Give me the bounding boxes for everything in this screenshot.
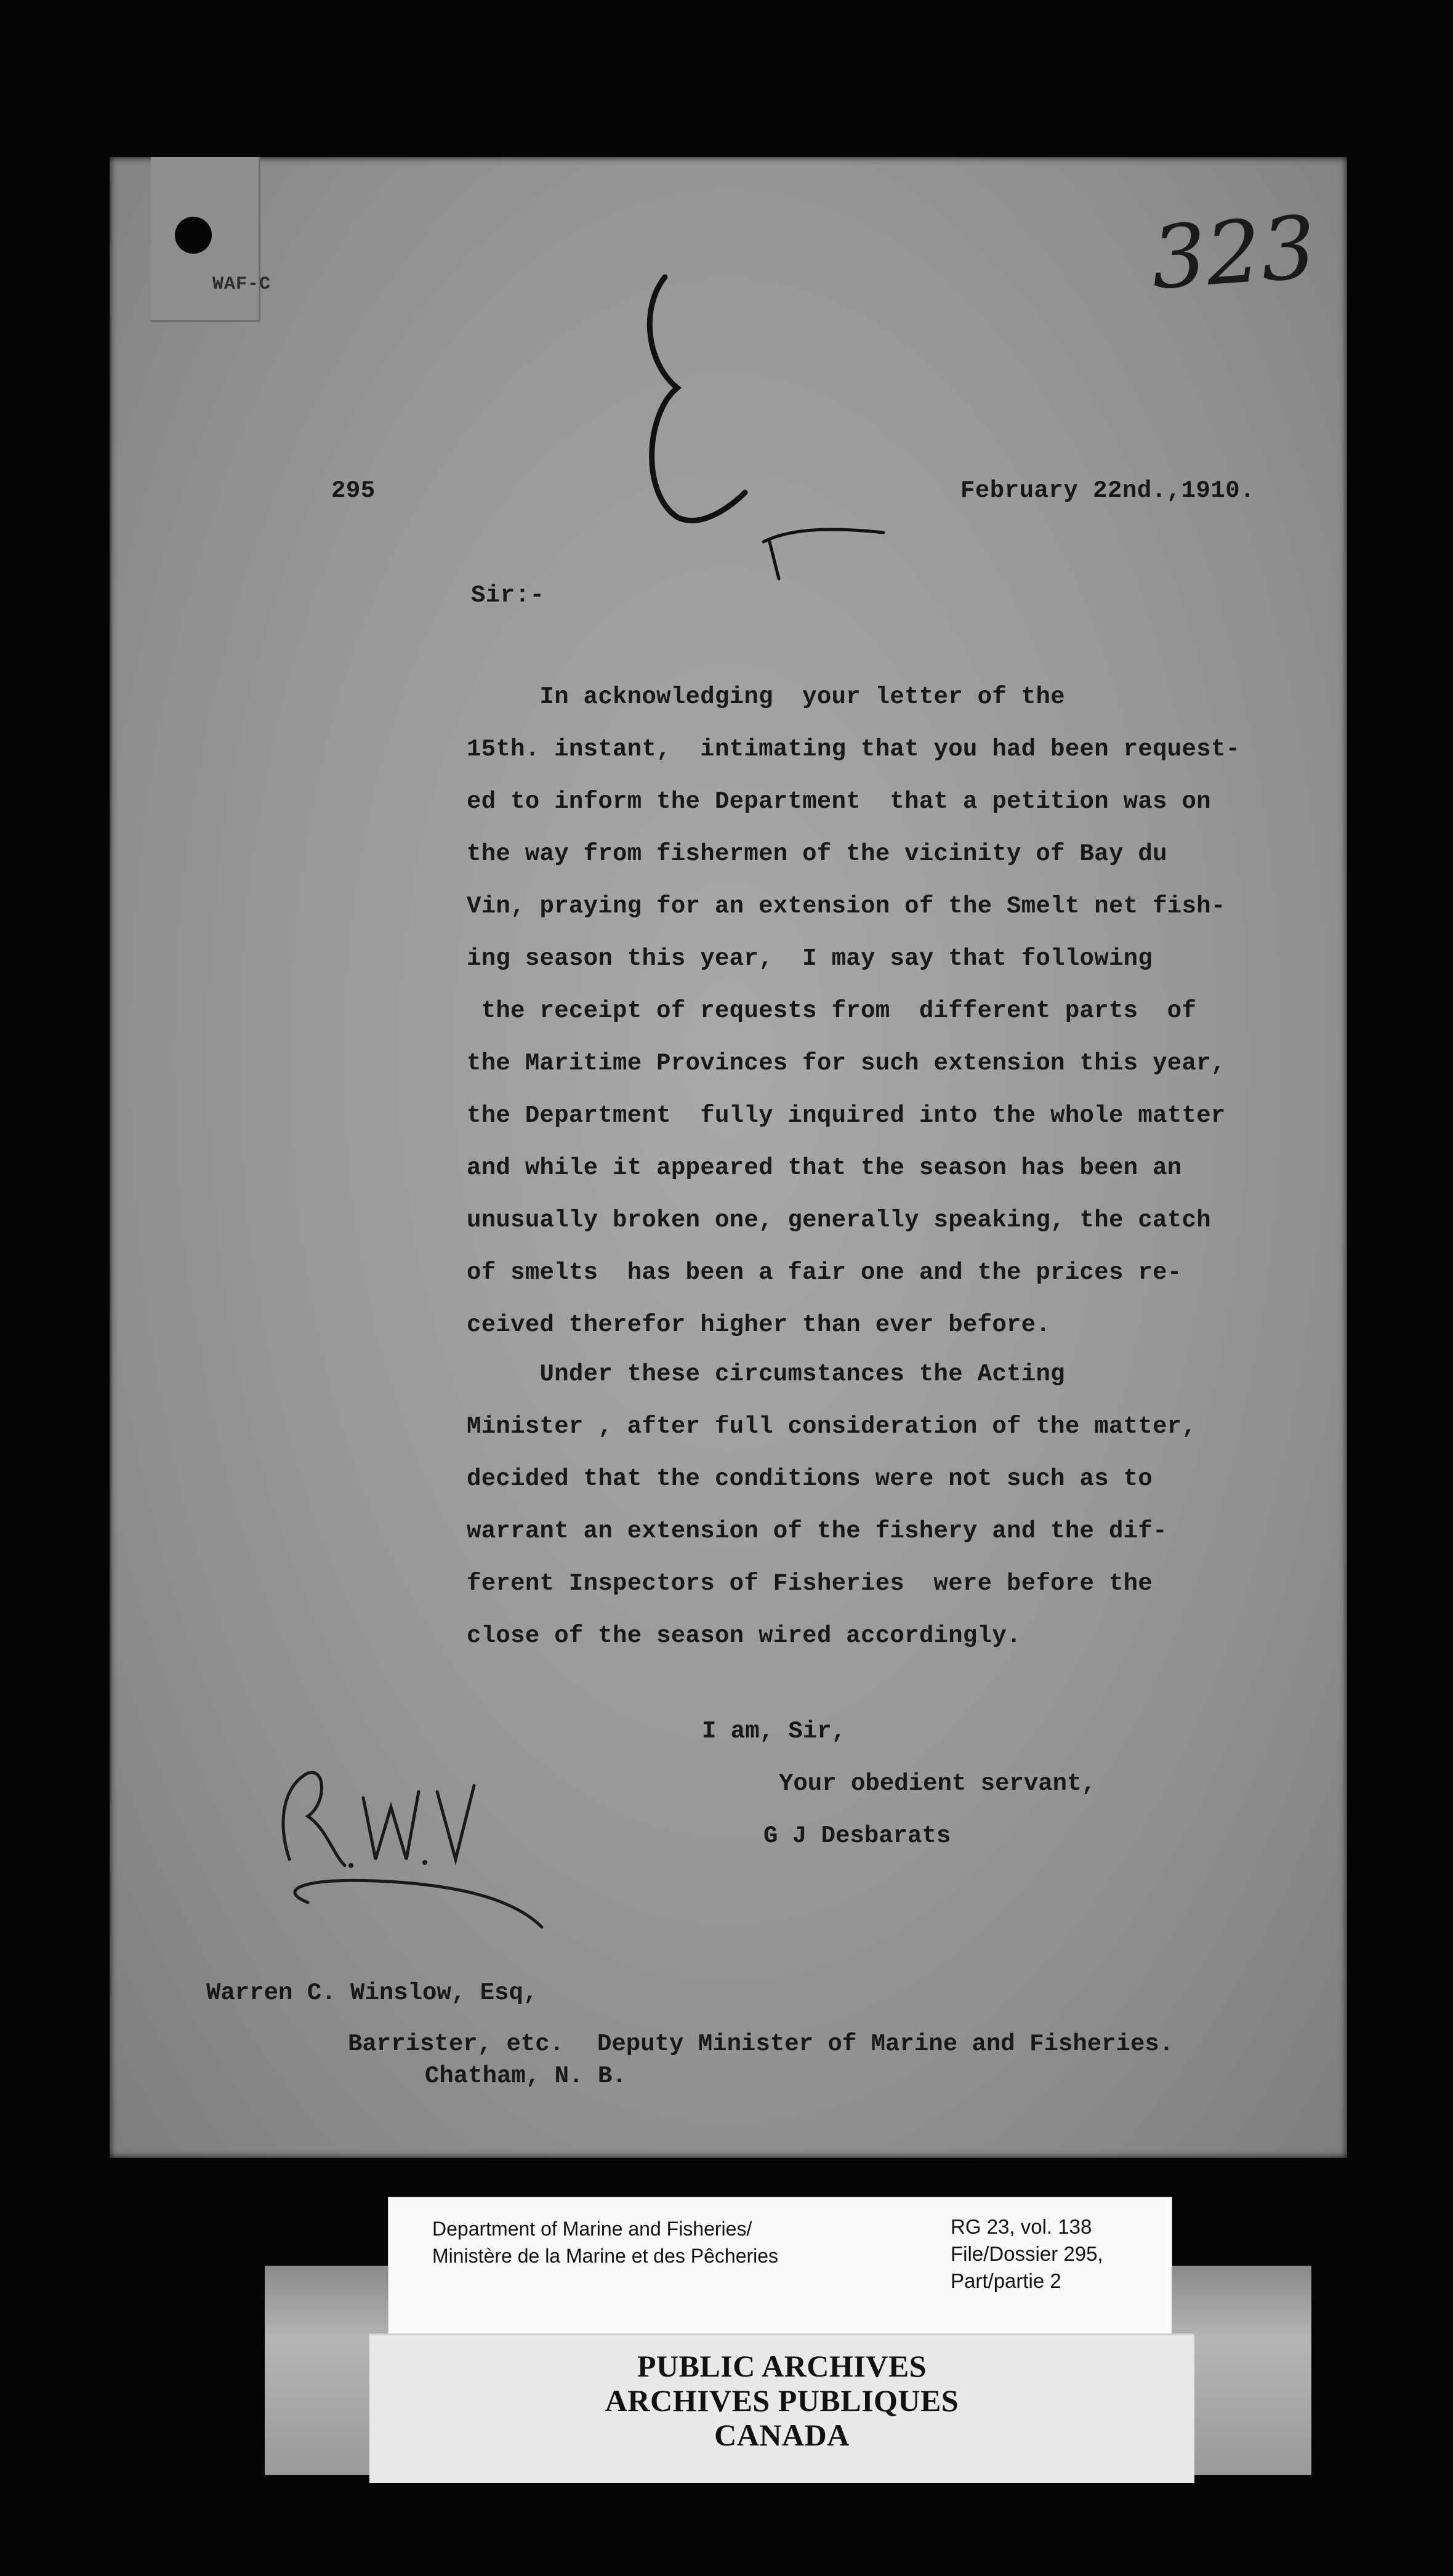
- body-line: ing season this year, I may say that following: [467, 945, 1153, 972]
- body-line: warrant an extension of the fishery and the dif-: [467, 1518, 1167, 1545]
- letter-date: February 22nd.,1910.: [960, 477, 1255, 504]
- archive-label: [388, 2197, 1172, 2341]
- tab-code: WAF-C: [212, 274, 272, 295]
- body-line: ferent Inspectors of Fisheries were before the: [467, 1570, 1153, 1597]
- signer-name: G J Desbarats: [763, 1822, 951, 1849]
- body-line: the receipt of requests from different parts of: [467, 997, 1197, 1024]
- reference-number: 295: [331, 477, 376, 504]
- body-line: Minister , after full consideration of the matter,: [467, 1413, 1197, 1440]
- initials-signature-icon: [252, 1749, 573, 1946]
- body-line: the way from fishermen of the vicinity of Bay du: [467, 840, 1167, 867]
- body-line: 15th. instant, intimating that you had been request-: [467, 736, 1241, 763]
- body-line: ceived therefor higher than ever before.: [467, 1311, 1051, 1338]
- stamp-line: PUBLIC ARCHIVES: [637, 2349, 927, 2383]
- body-line: of smelts has been a fair one and the prices re-: [467, 1259, 1182, 1286]
- signer-title: Deputy Minister of Marine and Fisheries.: [597, 2031, 1174, 2058]
- body-line: Under these circumstances the Acting: [467, 1361, 1065, 1388]
- handwritten-page-number: 323: [1148, 197, 1319, 310]
- punch-hole: [175, 217, 212, 254]
- addressee-profession: Barrister, etc.: [348, 2031, 565, 2058]
- body-line: In acknowledging your letter of the: [467, 683, 1065, 710]
- handwritten-mark-icon: [640, 271, 899, 591]
- closing-line: I am, Sir,: [702, 1718, 847, 1745]
- label-rg: RG 23, vol. 138: [951, 2215, 1092, 2238]
- label-part: Part/partie 2: [951, 2269, 1061, 2292]
- label-file: File/Dossier 295,: [951, 2242, 1103, 2265]
- closing-line: Your obedient servant,: [779, 1770, 1096, 1797]
- body-line: decided that the conditions were not such as to: [467, 1465, 1153, 1492]
- body-line: the Maritime Provinces for such extension this year,: [467, 1050, 1226, 1077]
- stamp-line: CANADA: [714, 2418, 850, 2452]
- body-line: the Department fully inquired into the whole matter: [467, 1102, 1226, 1129]
- body-line: Vin, praying for an extension of the Smelt net fish-: [467, 893, 1226, 920]
- label-dept-fr: Ministère de la Marine et des Pêcheries: [432, 2245, 779, 2267]
- body-line: unusually broken one, generally speaking, the catch: [467, 1207, 1211, 1234]
- label-dept-en: Department of Marine and Fisheries/: [432, 2218, 752, 2240]
- stamp-line: ARCHIVES PUBLIQUES: [605, 2383, 959, 2418]
- body-line: close of the season wired accordingly.: [467, 1622, 1021, 1649]
- addressee-name: Warren C. Winslow, Esq,: [206, 1979, 538, 2006]
- archive-stamp: [369, 2333, 1194, 2483]
- addressee-place: Chatham, N. B.: [425, 2063, 627, 2090]
- body-line: ed to inform the Department that a petition was on: [467, 788, 1211, 815]
- body-line: and while it appeared that the season has been an: [467, 1154, 1182, 1181]
- salutation: Sir:-: [471, 582, 545, 609]
